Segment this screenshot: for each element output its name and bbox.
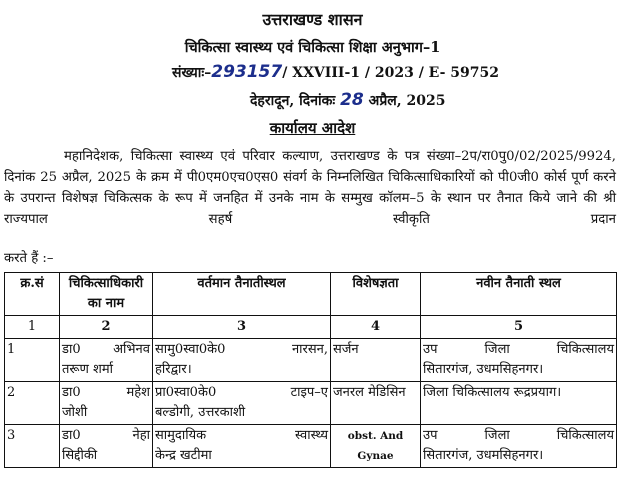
officer-name — [60, 339, 153, 382]
current-line: केन्द्र खटीमा — [155, 448, 212, 463]
name-line: जोशी — [62, 405, 88, 420]
order-body — [4, 146, 616, 230]
column-number: 3 — [153, 316, 331, 339]
column-number: 1 — [5, 316, 60, 339]
officer-name — [60, 382, 153, 425]
current-line: सामुदायिक स्वास्थ्य — [155, 428, 328, 443]
table-row — [5, 382, 617, 425]
table-header-row — [5, 273, 617, 316]
posting-table — [4, 272, 617, 468]
header-specialty: विशेषज्ञता — [331, 273, 421, 316]
current-posting — [153, 382, 331, 425]
order-title — [0, 118, 625, 138]
header-name: चिकित्साधिकारी का नाम — [60, 273, 153, 316]
name-line: सिद्दीकी — [62, 448, 98, 463]
section-heading: चिकित्सा स्वास्थ्य एवं चिकित्सा शिक्षा अनुभाग–1 — [184, 39, 441, 56]
government-heading: उत्तराखण्ड शासन — [262, 10, 363, 29]
column-number: 4 — [331, 316, 421, 339]
specialty: सर्जन — [331, 339, 421, 382]
column-number-row — [5, 316, 617, 339]
header-sno: क्र.सं — [5, 273, 60, 316]
order-paragraph: महानिदेशक, चिकित्सा स्वास्थ्य एवं परिवार कल्याण, उत्तराखण्ड के पत्र संख्या–2प/रा0पु0/02/2025/9924, दिनांक 25 अप्रैल, 2025 के क्रम में पी0एम0एच0एस0 संवर्ग के निम्नलिखित चिकित्साधिकारियों को पी0जी0 कोर्स पूर्ण करने के उपरान्त विशेषज्ञ चिकित्सक के रूप में जनहित में उनके नाम के सम्मुख कॉलम–5 के स्थान पर तैनात किये जाने की श्री राज्यपाल सहर्ष स्वीकृति प्रदान — [4, 149, 616, 227]
current-line: प्रा0स्वा0के0 टाइप–ए — [155, 385, 328, 400]
new-posting — [421, 425, 617, 468]
column-number: 5 — [421, 316, 617, 339]
name-line: तरूण शर्मा — [62, 362, 114, 377]
new-line: सितारगंज, उधमसिहनगर। — [423, 362, 544, 377]
specialty: obst. And Gynae — [331, 425, 421, 468]
new-line: उप जिला चिकित्सालय — [423, 342, 614, 357]
name-line: डा0 महेश — [62, 385, 150, 400]
reference-number — [172, 62, 499, 82]
place-date — [250, 90, 446, 110]
row-sno: 3 — [5, 425, 60, 468]
new-posting — [421, 339, 617, 382]
reference-label: संख्याः– — [172, 65, 212, 81]
header-current-posting: वर्तमान तैनातीस्थल — [153, 273, 331, 316]
place-date-label: देहरादून, दिनांकः — [250, 93, 336, 109]
header-new-posting: नवीन तैनाती स्थल — [421, 273, 617, 316]
current-line: हरिद्वार। — [155, 362, 192, 377]
new-line: जिला चिकित्सालय रूद्रप्रयाग। — [423, 385, 562, 400]
reference-code: / XXVIII-1 / 2023 / E- 59752 — [282, 65, 499, 81]
row-sno: 1 — [5, 339, 60, 382]
current-posting — [153, 339, 331, 382]
current-posting — [153, 425, 331, 468]
specialty: जनरल मेडिसिन — [331, 382, 421, 425]
new-line: उप जिला चिकित्सालय — [423, 428, 614, 443]
name-line: डा0 अभिनव — [62, 342, 150, 357]
month-year: अप्रैल, 2025 — [368, 93, 446, 109]
order-title-text: कार्यालय आदेश — [269, 119, 356, 137]
current-line: बल्डोगी, उत्तरकाशी — [155, 405, 246, 420]
column-number: 2 — [60, 316, 153, 339]
row-sno: 2 — [5, 382, 60, 425]
new-line: सितारगंज, उधमसिहनगर। — [423, 448, 544, 463]
current-line: सामु0स्वा0के0 नारसन, — [155, 342, 328, 357]
table-row — [5, 425, 617, 468]
handwritten-day: 28 — [340, 90, 364, 110]
officer-name — [60, 425, 153, 468]
handwritten-number: 293157 — [211, 62, 283, 82]
order-paragraph-end: करते हैं :– — [4, 251, 54, 266]
name-line: डा0 नेहा — [62, 428, 150, 443]
new-posting — [421, 382, 617, 425]
table-row — [5, 339, 617, 382]
